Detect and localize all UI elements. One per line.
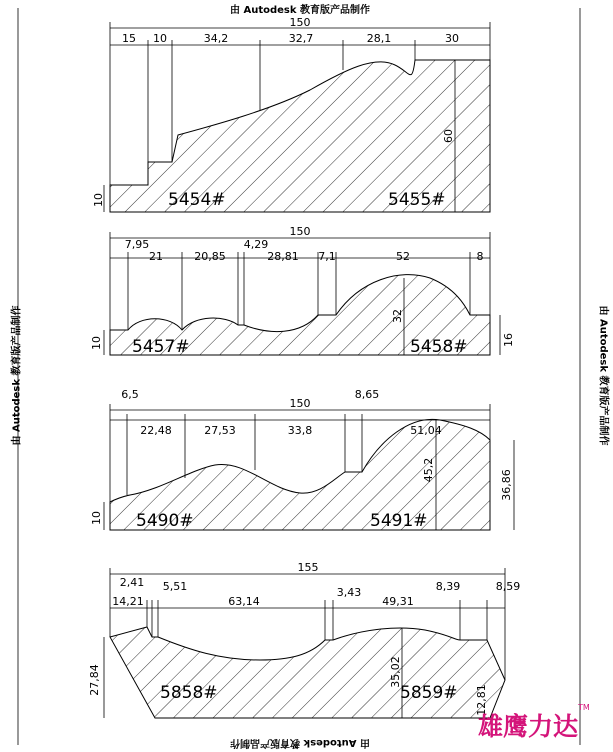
profile-3-side-dim-2: 45,2 bbox=[422, 457, 435, 483]
profile-2-dim-8: 8 bbox=[476, 250, 484, 263]
profile-2-label-right: 5458# bbox=[410, 337, 468, 357]
profile-4-dim-6: 49,31 bbox=[382, 595, 414, 608]
profile-3-dim-3: 27,53 bbox=[204, 424, 236, 437]
profile-4-dim-7: 8,39 bbox=[435, 580, 461, 593]
profile-3-dim-2: 22,48 bbox=[140, 424, 172, 437]
profile-4-side-dim-1: 27,84 bbox=[88, 664, 101, 696]
profile-3-5490-5491 bbox=[90, 388, 514, 531]
profile-1-label-left: 5454# bbox=[168, 190, 226, 210]
profile-1-side-dim-1: 10 bbox=[92, 193, 105, 207]
profile-3-dim-4: 33,8 bbox=[287, 424, 313, 437]
profile-2-dim-6: 7,1 bbox=[318, 250, 336, 263]
profile-2-dim-2: 21 bbox=[149, 250, 163, 263]
profile-1-dim-6: 30 bbox=[445, 32, 459, 45]
profile-1-overall-dim: 150 bbox=[289, 16, 311, 29]
profile-2-dim-4: 4,29 bbox=[243, 238, 269, 251]
profile-4-side-dim-3: 12,81 bbox=[475, 684, 488, 716]
profile-2-side-dim-3: 16 bbox=[502, 333, 515, 347]
profile-1-dim-1: 15 bbox=[122, 32, 136, 45]
profile-1-label-right: 5455# bbox=[388, 190, 446, 210]
profile-3-dim-5: 8,65 bbox=[354, 388, 380, 401]
watermark-left: 由 Autodesk 教育版产品制作 bbox=[11, 305, 23, 446]
profile-3-dim-6: 51,04 bbox=[410, 424, 442, 437]
profile-1-5454-5455 bbox=[92, 16, 490, 212]
profile-2-5457-5458 bbox=[90, 225, 515, 357]
profile-3-label-right: 5491# bbox=[370, 511, 428, 531]
profile-3-overall-dim: 150 bbox=[289, 397, 311, 410]
profile-4-dim-2: 5,51 bbox=[162, 580, 188, 593]
profile-4-side-dim-2: 35,02 bbox=[389, 656, 402, 688]
profile-1-dim-3: 34,2 bbox=[203, 32, 229, 45]
watermark-top: 由 Autodesk 教育版产品制作 bbox=[229, 5, 370, 16]
profile-4-5858-5859 bbox=[88, 561, 520, 718]
profile-4-dim-3: 14,21 bbox=[112, 595, 144, 608]
profile-2-dim-7: 52 bbox=[396, 250, 410, 263]
profile-2-overall-dim: 150 bbox=[289, 225, 311, 238]
profile-1-side-dim-2: 60 bbox=[442, 129, 455, 143]
profile-1-dim-4: 32,7 bbox=[288, 32, 314, 45]
profile-3-label-left: 5490# bbox=[136, 511, 194, 531]
profile-4-dim-8: 8,59 bbox=[495, 580, 521, 593]
profile-1-dim-2: 10 bbox=[153, 32, 167, 45]
profile-4-dim-5: 3,43 bbox=[336, 586, 362, 599]
profile-4-label-right: 5859# bbox=[400, 683, 458, 703]
watermark-bottom: 由 Autodesk 教育版产品制作 bbox=[230, 737, 371, 748]
profile-4-overall-dim: 155 bbox=[297, 561, 319, 574]
profile-4-label-left: 5858# bbox=[160, 683, 218, 703]
profile-3-side-dim-1: 10 bbox=[90, 511, 103, 525]
brand-logo bbox=[478, 703, 590, 741]
profile-2-label-left: 5457# bbox=[132, 337, 190, 357]
profile-2-dim-1: 7,95 bbox=[124, 238, 150, 251]
profile-2-side-dim-1: 10 bbox=[90, 336, 103, 350]
profile-3-side-dim-3: 36,86 bbox=[500, 469, 513, 501]
brand-logo-trademark: TM bbox=[578, 703, 590, 712]
profile-3-dim-1: 6,5 bbox=[121, 388, 139, 401]
profile-2-dim-5: 28,81 bbox=[267, 250, 299, 263]
profile-4-section bbox=[110, 627, 505, 718]
profile-1-dim-5: 28,1 bbox=[366, 32, 392, 45]
profile-2-dim-3: 20,85 bbox=[194, 250, 226, 263]
profile-4-dim-1: 2,41 bbox=[119, 576, 145, 589]
watermark-right: 由 Autodesk 教育版产品制作 bbox=[597, 305, 609, 446]
brand-logo-text: 雄鹰力达 bbox=[478, 712, 579, 741]
profile-2-side-dim-2: 32 bbox=[391, 309, 404, 323]
profile-4-dim-4: 63,14 bbox=[228, 595, 260, 608]
